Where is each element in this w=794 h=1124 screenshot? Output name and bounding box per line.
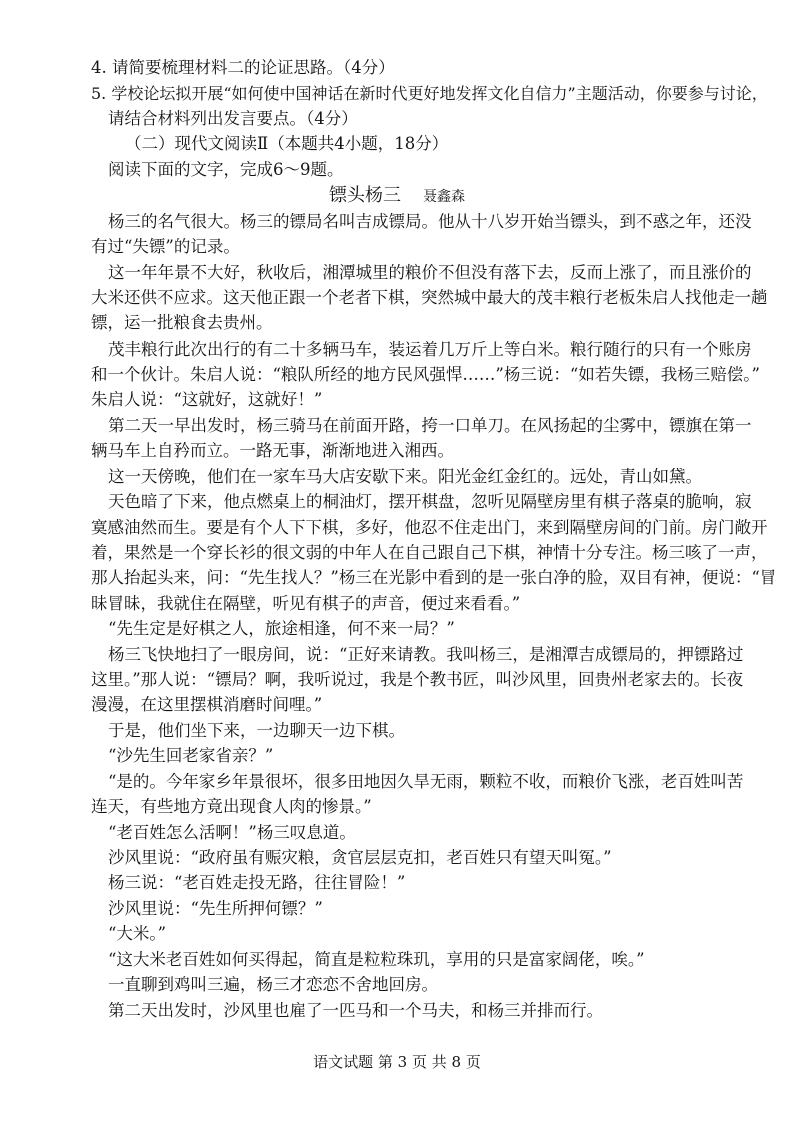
question-5-line-2: 请结合材料列出发言要点。（4分） [108, 109, 358, 128]
story-line: 第二天出发时，沙风里也雇了一匹马和一个马夫，和杨三并排而行。 [108, 1001, 603, 1020]
section-instruction: 阅读下面的文字，完成6～9题。 [108, 160, 344, 179]
story-line: 沙风里说：“先生所押何镖？” [108, 899, 323, 918]
question-5-line-1: 5. 学校论坛拟开展“如何使中国神话在新时代更好地发挥文化自信力”主题活动，你要参与讨论， [91, 84, 768, 103]
story-line: 茂丰粮行此次出行的有二十多辆马车，装运着几万斤上等白米。粮行随行的只有一个账房 [108, 340, 752, 359]
story-line: 和一个伙计。朱启人说：“粮队所经的地方民风强悍……”杨三说：“如若失镖，我杨三赔偿。” [91, 365, 760, 384]
story-line: “先生定是好棋之人，旅途相逢，何不来一局？” [108, 619, 455, 638]
story-line: 着，果然是一个穿长衫的很文弱的中年人在自己跟自己下棋，神情十分专注。杨三咳了一声， [91, 543, 768, 562]
story-line: 朱启人说：“这就好，这就好！” [91, 390, 323, 409]
question-4: 4. 请简要梳理材料二的论证思路。（4分） [91, 58, 395, 77]
story-line: 于是，他们坐下来，一边聊天一边下棋。 [108, 721, 405, 740]
story-line: 沙风里说：“政府虽有赈灾粮，贪官层层克扣，老百姓只有望天叫冤。” [108, 848, 612, 867]
page-footer: 语文试题 第 3 页 共 8 页 [313, 1053, 481, 1071]
story-line: 寞感油然而生。要是有个人下下棋，多好，他忍不住走出门，来到隔壁房间的门前。房门敞开 [91, 518, 768, 537]
story-line: 有过“失镖”的记录。 [91, 237, 240, 256]
section-header: （二）现代文阅读Ⅱ（本题共4小题，18分） [125, 134, 449, 153]
story-line: 这一天傍晚，他们在一家车马大店安歇下来。阳光金红金红的。远处，青山如黛。 [108, 467, 702, 486]
story-title-block [0, 185, 794, 208]
story-line: “是的。今年家乡年景很坏，很多田地因久旱无雨，颗粒不收，而粮价飞涨，老百姓叫苦 [108, 772, 744, 791]
story-line: “沙先生回老家省亲？” [108, 746, 274, 765]
story-author: 聂鑫森 [423, 189, 465, 205]
story-line: 杨三说：“老百姓走投无路，往往冒险！” [108, 873, 406, 892]
story-line: 一直聊到鸡叫三遍，杨三才恋恋不舍地回房。 [108, 975, 438, 994]
story-line: 漫漫，在这里摆棋消磨时间哩。” [91, 695, 323, 714]
story-line: “大米。” [108, 924, 167, 943]
story-line: 这一年年景不大好，秋收后，湘潭城里的粮价不但没有落下去，反而上涨了，而且涨价的 [108, 263, 752, 282]
story-line: 杨三飞快地扫了一眼房间，说：“正好来请教。我叫杨三，是湘潭吉成镖局的，押镖路过 [108, 645, 744, 664]
story-line: 第二天一早出发时，杨三骑马在前面开路，挎一口单刀。在风扬起的尘雾中，镖旗在第一 [108, 416, 752, 435]
story-line: “这大米老百姓如何买得起，简直是粒粒珠玑，享用的只是富家阔佬，唉。” [108, 950, 645, 969]
story-line: 辆马车上自矜而立。一路无事，渐渐地进入湘西。 [91, 441, 454, 460]
story-line: 这里。”那人说：“镖局？啊，我听说过，我是个教书匠，叫沙风里，回贵州老家去的。长夜 [91, 670, 744, 689]
story-line: 连天，有些地方竟出现食人肉的惨景。” [91, 797, 372, 816]
story-line: 天色暗了下来，他点燃桌上的桐油灯，摆开棋盘，忽听见隔壁房里有棋子落桌的脆响，寂 [108, 492, 752, 511]
story-line: 镖，运一批粮食去贵州。 [91, 313, 273, 332]
story-line: 杨三的名气很大。杨三的镖局名叫吉成镖局。他从十八岁开始当镖头，到不惑之年，还没 [108, 212, 752, 231]
story-title: 镖头杨三 [329, 185, 401, 206]
story-line: “老百姓怎么活啊！”杨三叹息道。 [108, 823, 356, 842]
story-line: 大米还供不应求。这天他正跟一个老者下棋，突然城中最大的茂丰粮行老板朱启人找他走一趟 [91, 288, 768, 307]
story-line: 那人抬起头来，问：“先生找人？”杨三在光影中看到的是一张白净的脸，双目有神，便说：“冒 [91, 568, 777, 587]
story-line: 昧冒昧，我就住在隔壁，听见有棋子的声音，便过来看看。” [91, 594, 521, 613]
